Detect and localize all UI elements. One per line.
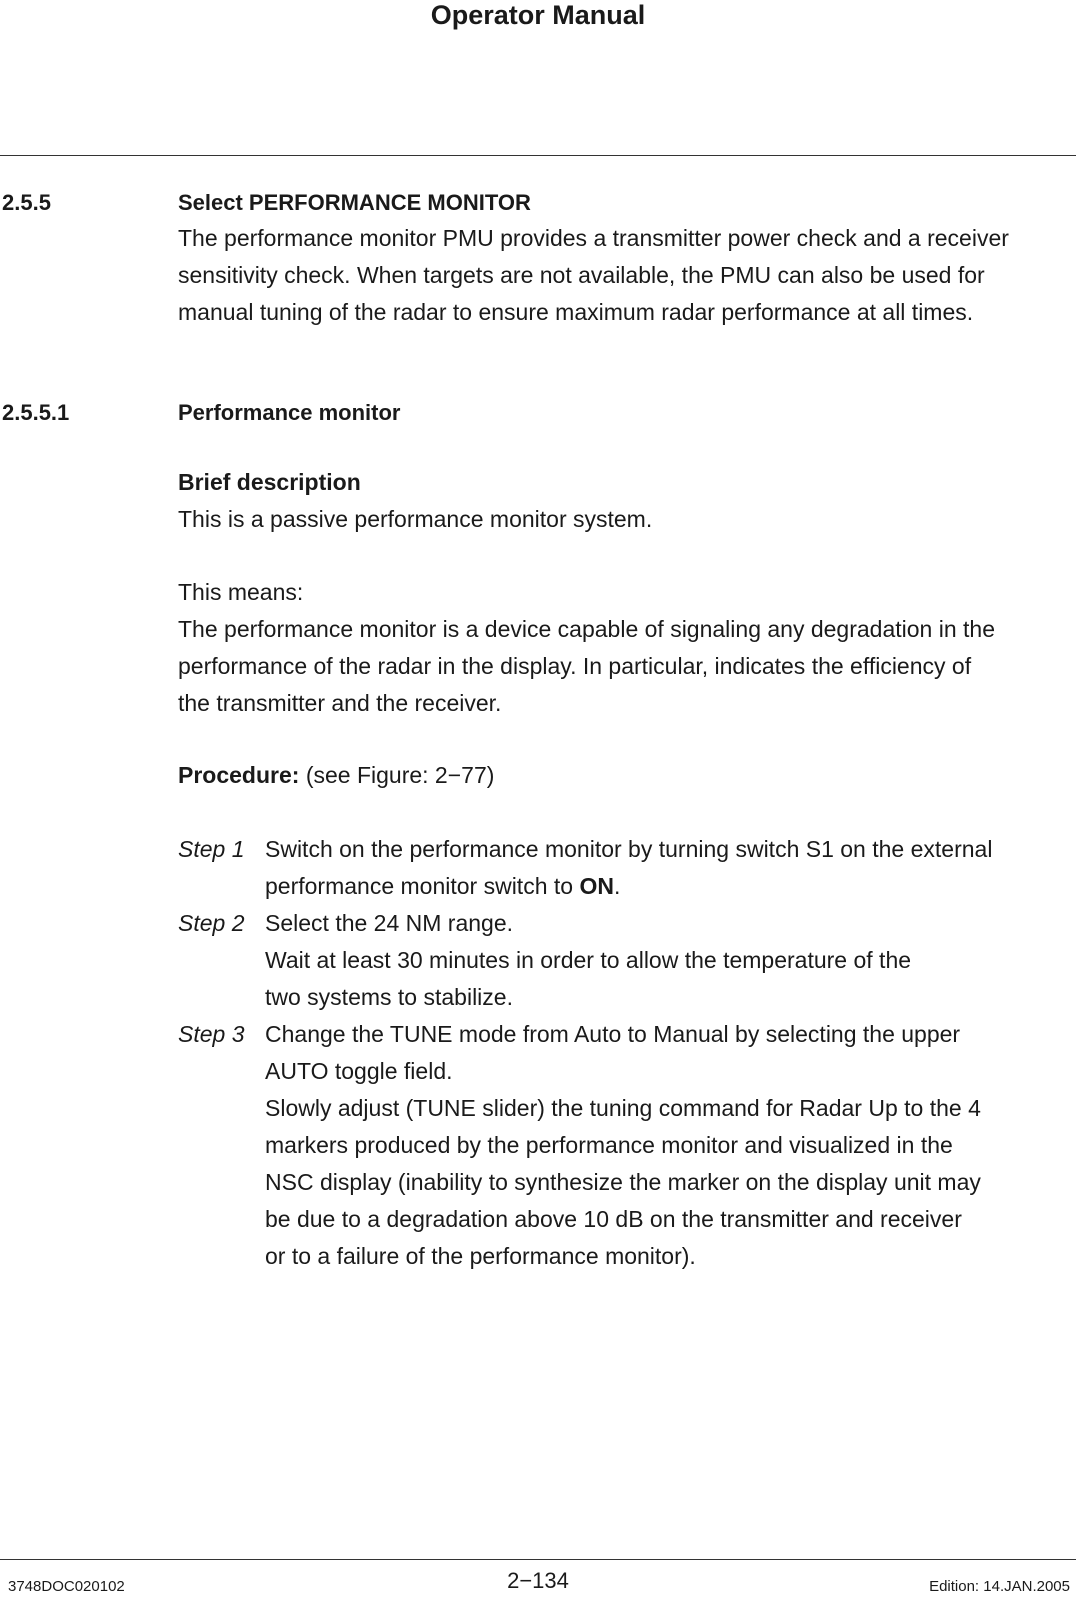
step-2-label: Step 2 [178,910,245,936]
step-3-text [265,1016,981,1275]
section-intro [178,220,1076,331]
means-line: The performance monitor is a device capable of signaling any degradation in the [178,616,995,642]
footer-divider [0,1559,1076,1560]
footer-edition: Edition: 14.JAN.2005 [929,1578,1070,1595]
step-line: two systems to stabilize. [265,984,513,1010]
step-line-prefix: performance monitor switch to [265,873,580,899]
step-line: AUTO toggle field. [265,1058,453,1084]
intro-line: The performance monitor PMU provides a transmitter power check and a receiver [178,225,1009,251]
step-line: markers produced by the performance monitor and visualized in the [265,1132,953,1158]
step-line: Wait at least 30 minutes in order to allow the temperature of the [265,947,912,973]
footer-page-number: 2−134 [507,1568,569,1593]
section-title: Select PERFORMANCE MONITOR [178,190,531,215]
page-header-title: Operator Manual [430,0,646,30]
subsection-title: Performance monitor [178,400,401,425]
step-line: Slowly adjust (TUNE slider) the tuning command for Radar Up to the 4 [265,1095,981,1121]
procedure-label: Procedure: [178,762,300,788]
brief-description-heading: Brief description [178,469,361,495]
step-3-label: Step 3 [178,1021,245,1047]
footer-document-id: 3748DOC020102 [8,1578,125,1595]
step-line: NSC display (inability to synthesize the marker on the display unit may [265,1169,981,1195]
intro-line: manual tuning of the radar to ensure maximum radar performance at all times. [178,299,974,325]
intro-line: sensitivity check. When targets are not available, the PMU can also be used for [178,262,985,288]
means-line: the transmitter and the receiver. [178,690,502,716]
procedure-figure-ref: (see Figure: 2−77) [299,762,495,788]
header-divider [0,155,1076,156]
step-line: Switch on the performance monitor by turning switch S1 on the external [265,836,993,862]
step-line: or to a failure of the performance monitor). [265,1243,696,1269]
step-line: be due to a degradation above 10 dB on the transmitter and receiver [265,1206,962,1232]
step-line-suffix: . [613,873,621,899]
step-line: Select the 24 NM range. [265,910,514,936]
step-2-text [265,905,911,1016]
step-line [265,868,992,905]
subsection-number: 2.5.5.1 [2,400,70,425]
step-line-bold: ON [579,873,614,899]
means-line: performance of the radar in the display. In particular, indicates the efficiency of [178,653,972,679]
brief-description-text: This is a passive performance monitor system. [178,506,653,532]
step-1-text [265,831,992,905]
step-line: Change the TUNE mode from Auto to Manual by selecting the upper [265,1021,961,1047]
means-paragraph [178,611,1076,722]
means-label: This means: [178,579,304,605]
section-number: 2.5.5 [2,190,51,215]
procedure-line [178,757,1076,794]
step-1-label: Step 1 [178,836,245,862]
